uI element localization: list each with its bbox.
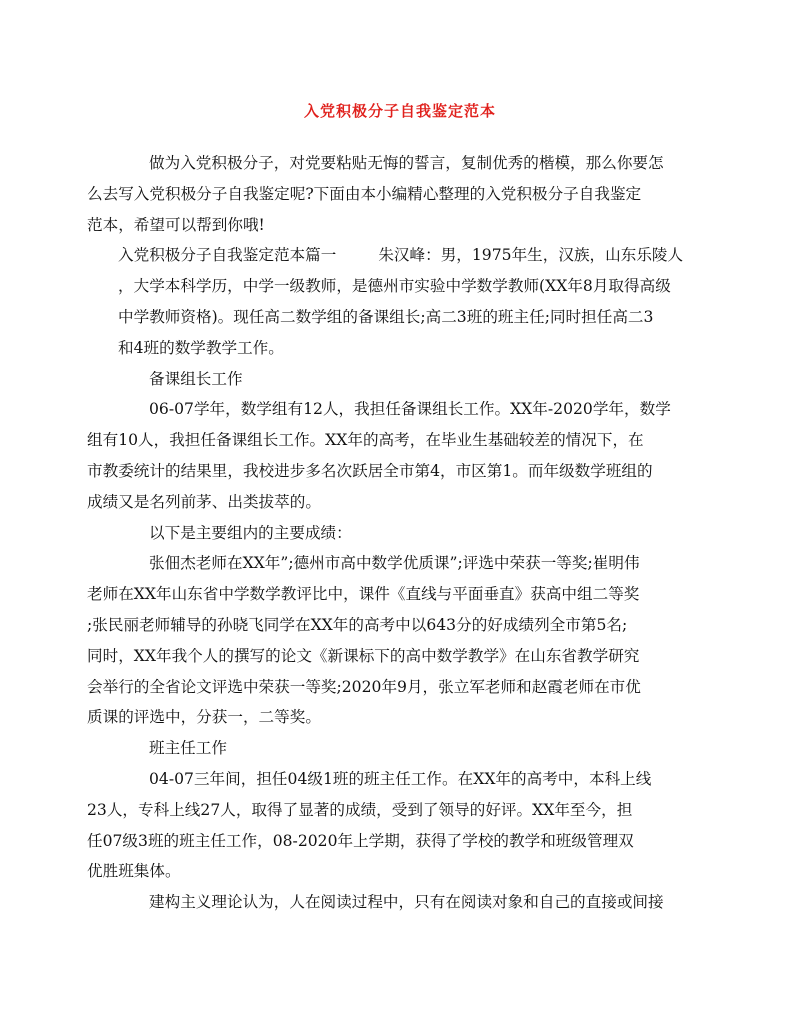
subheading-prep — [118, 364, 684, 395]
text-line: 组有10人，我担任备课组长工作。XX年的高考，在毕业生基础较差的情况下，在 — [87, 431, 644, 450]
document-body — [87, 148, 684, 918]
text-line: 么去写入党积极分子自我鉴定呢?下面由本小编精心整理的入党积极分子自我鉴定 — [87, 184, 642, 203]
text-line: 做为入党积极分子，对党要粘贴无悔的誓言，复制优秀的楷模，那么你要怎 — [149, 154, 664, 172]
text-line: 同时，XX年我个人的撰写的论文《新课标下的高中数学教学》在山东省教学研究 — [87, 646, 640, 665]
subheading-text: 备课组长工作 — [149, 369, 243, 388]
text-line: 会举行的全省论文评选中荣获一等奖;2020年9月，张立军老师和赵霞老师在市优 — [87, 677, 641, 696]
text-line: 04-07三年间，担任04级1班的班主任工作。在XX年的高考中，本科上线 — [149, 769, 652, 788]
section-first-line-text: 朱汉峰：男，1975年生，汉族，山东乐陵人 — [378, 246, 684, 265]
constructivism-paragraph — [118, 887, 684, 918]
text-line: 建构主义理论认为，人在阅读过程中，只有在阅读对象和自己的直接或间接 — [149, 893, 664, 912]
text-line: 06-07学年，数学组有12人，我担任备课组长工作。XX年-2020学年，数学 — [149, 400, 671, 419]
text-line: 以下是主要组内的主要成绩： — [149, 523, 352, 542]
achievements-paragraph — [87, 548, 684, 733]
text-line: ，大学本科学历，中学一级教师，是德州市实验中学数学教师(XX年8月取得高级 — [118, 277, 671, 296]
text-line: 质课的评选中，分获一，二等奖。 — [87, 708, 321, 727]
subheading-class — [118, 733, 684, 764]
subheading-text: 班主任工作 — [149, 739, 227, 758]
text-line: 成绩又是名列前茅、出类拔萃的。 — [87, 492, 321, 511]
text-line: 中学教师资格)。现任高二数学组的备课组长;高二3班的班主任;同时担任高二3 — [118, 307, 654, 326]
prep-work-paragraph — [87, 394, 684, 517]
section-one-first-line — [118, 240, 684, 271]
text-line: 优胜班集体。 — [87, 862, 181, 881]
intro-paragraph — [87, 148, 684, 240]
text-line: 老师在XX年山东省中学数学教评比中，课件《直线与平面垂直》获高中组二等奖 — [87, 585, 640, 604]
text-line: 任07级3班的班主任工作，08-2020年上学期，获得了学校的教学和班级管理双 — [87, 831, 634, 850]
text-line: 和4班的数学教学工作。 — [118, 338, 284, 357]
achievements-intro-paragraph — [118, 518, 684, 549]
text-line: 张佃杰老师在XX年”;德州市高中数学优质课”;评选中荣获一等奖;崔明伟 — [149, 554, 640, 573]
document-title: 入党积极分子自我鉴定范本 — [303, 102, 496, 120]
section-one-paragraph — [118, 240, 684, 363]
class-work-paragraph — [87, 764, 684, 887]
text-line: 23人，专科上线27人，取得了显著的成绩，受到了领导的好评。XX年至今，担 — [87, 800, 633, 819]
section-heading: 入党积极分子自我鉴定范本篇一 — [118, 246, 337, 265]
text-line: 范本，希望可以帮到你哦! — [87, 215, 265, 234]
text-line: 市教委统计的结果里，我校进步多名次跃居全市第4，市区第1。而年级数学班组的 — [87, 461, 653, 480]
text-line: ;张民丽老师辅导的孙晓飞同学在XX年的高考中以643分的好成绩列全市第5名; — [87, 615, 628, 634]
